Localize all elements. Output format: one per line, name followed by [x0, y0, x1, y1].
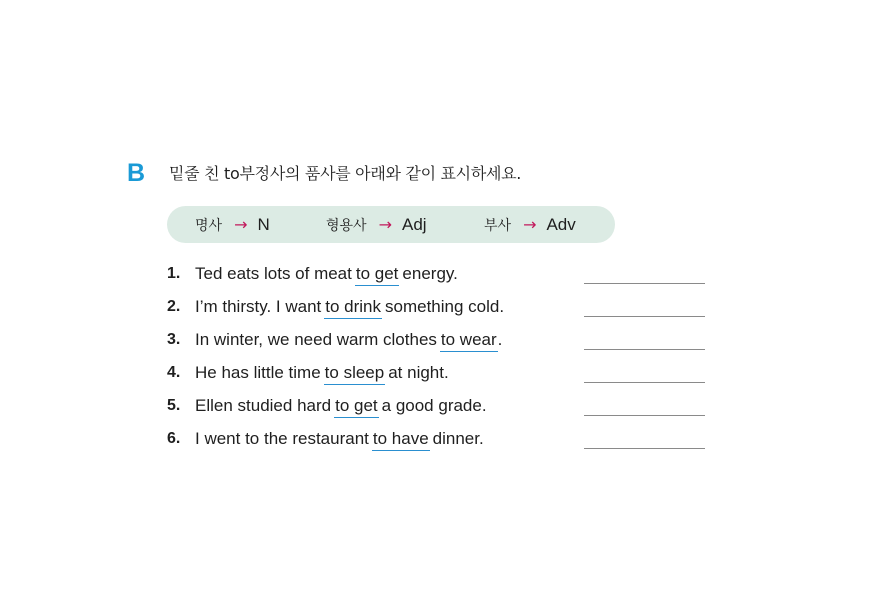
legend-item-noun [195, 206, 270, 243]
legend-abbr: Adv [546, 214, 576, 234]
item-sentence [195, 329, 502, 352]
answer-blank[interactable] [584, 415, 705, 416]
underlined-infinitive: to drink [324, 296, 382, 319]
answer-blank[interactable] [584, 382, 705, 383]
exercise-item-2 [167, 296, 707, 320]
item-number: 4. [167, 364, 181, 381]
sentence-before: I went to the restaurant [195, 429, 369, 448]
legend-term: 부사 [484, 217, 512, 234]
sentence-before: He has little time [195, 363, 321, 382]
sentence-after: dinner. [432, 429, 484, 448]
underlined-infinitive: to get [334, 395, 379, 418]
item-number: 1. [167, 265, 181, 282]
sentence-after: something cold. [385, 297, 505, 316]
sentence-after: energy. [402, 264, 458, 283]
section-letter: B [127, 159, 146, 187]
legend-item-adjective [326, 206, 427, 243]
item-number: 3. [167, 331, 181, 348]
item-sentence [195, 263, 458, 286]
answer-blank[interactable] [584, 349, 705, 350]
arrow-right-icon: → [234, 215, 248, 234]
item-sentence [195, 428, 484, 451]
exercise-item-1 [167, 263, 707, 287]
legend-abbr: Adj [401, 214, 427, 234]
item-number: 6. [167, 430, 181, 447]
item-sentence [195, 296, 504, 319]
answer-blank[interactable] [584, 283, 705, 284]
exercise-item-5 [167, 395, 707, 419]
item-number: 5. [167, 397, 181, 414]
underlined-infinitive: to have [372, 428, 430, 451]
legend-abbr: N [257, 214, 270, 234]
legend-term: 명사 [195, 217, 223, 234]
exercise-item-4 [167, 362, 707, 386]
sentence-after: . [497, 330, 503, 349]
underlined-infinitive: to sleep [324, 362, 386, 385]
sentence-after: a good grade. [381, 396, 487, 415]
underlined-infinitive: to wear [440, 329, 498, 352]
legend-box [167, 206, 615, 243]
item-number: 2. [167, 298, 181, 315]
item-sentence [195, 395, 487, 418]
exercise-item-6 [167, 428, 707, 452]
answer-blank[interactable] [584, 316, 705, 317]
sentence-after: at night. [388, 363, 449, 382]
sentence-before: In winter, we need warm clothes [195, 330, 437, 349]
arrow-right-icon: → [378, 215, 392, 234]
sentence-before: Ellen studied hard [195, 396, 332, 415]
instruction-text: 밑줄 친 to부정사의 품사를 아래와 같이 표시하세요. [169, 164, 522, 183]
sentence-before: Ted eats lots of meat [195, 264, 352, 283]
sentence-before: I’m thirsty. I want [195, 297, 322, 316]
legend-term: 형용사 [326, 217, 367, 234]
item-sentence [195, 362, 449, 385]
underlined-infinitive: to get [355, 263, 400, 286]
answer-blank[interactable] [584, 448, 705, 449]
arrow-right-icon: → [523, 215, 537, 234]
exercise-item-3 [167, 329, 707, 353]
legend-item-adverb [484, 206, 576, 243]
